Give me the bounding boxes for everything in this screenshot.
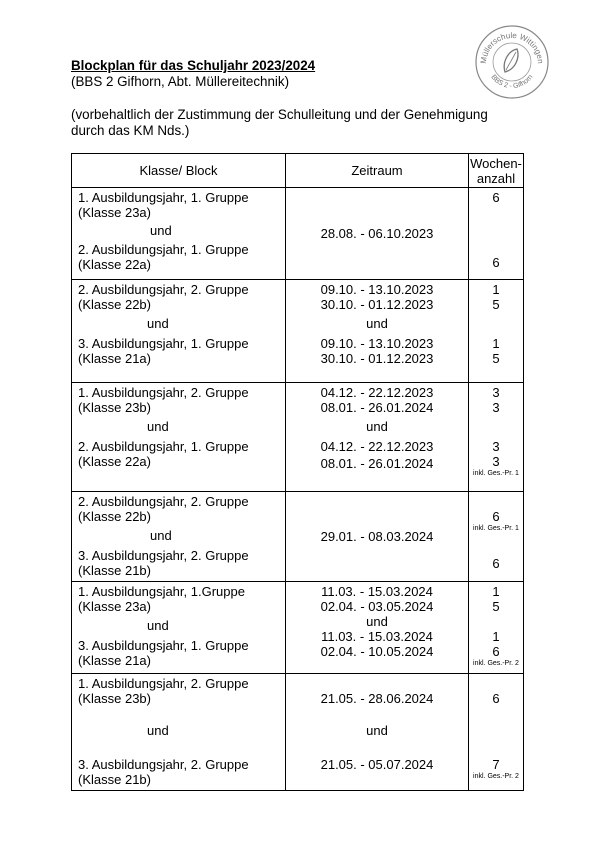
block-classes: 2. Ausbildungsjahr, 2. Gruppe (Klasse 22b) und 3. Ausbildungsjahr, 2. Gruppe (Klasse 21b) [72,492,286,582]
block-period: 29.01. - 08.03.2024 [286,492,469,582]
header-zeitraum: Zeitraum [286,154,469,188]
block-period: 04.12. - 22.12.2023 08.01. - 26.01.2024 und 04.12. - 22.12.2023 08.01. - 26.01.2024 [286,383,469,492]
svg-text:BBS 2 - Gifhorn: BBS 2 - Gifhorn [489,73,535,91]
table-row [72,280,524,383]
note-ges-pr: inkl. Ges.-Pr. 1 [473,525,519,532]
document-subtitle: (BBS 2 Gifhorn, Abt. Müllereitechnik) [71,74,290,89]
block-weeks: 1 5 1 5 [469,280,524,383]
svg-text:Müllerschule Wittingen: Müllerschule Wittingen [478,30,546,65]
block-weeks: 6 inkl. Ges.-Pr. 1 6 [469,492,524,582]
block-period: 28.08. - 06.10.2023 [286,188,469,280]
note-ges-pr: inkl. Ges.-Pr. 2 [473,660,519,667]
document-header [71,58,315,90]
block-weeks: 6 7 inkl. Ges.-Pr. 2 [469,674,524,791]
approval-note: (vorbehaltlich der Zustimmung der Schulleitung und der Genehmigung durch das KM Nds.) [71,107,488,138]
table-header-row [72,154,524,188]
block-classes: 1. Ausbildungsjahr, 1.Gruppe (Klasse 23a) und 3. Ausbildungsjahr, 1. Gruppe (Klasse 21a) [72,582,286,674]
table-row [72,188,524,280]
block-period: 11.03. - 15.03.2024 02.04. - 03.05.2024 und 11.03. - 15.03.2024 02.04. - 10.05.2024 [286,582,469,674]
block-classes: 1. Ausbildungsjahr, 2. Gruppe (Klasse 23b) und 2. Ausbildungsjahr, 1. Gruppe (Klasse 22a) [72,383,286,492]
header-wochenanzahl: Wochen- anzahl [470,155,522,186]
table-row [72,383,524,492]
block-plan-table [71,153,524,791]
block-weeks: 3 3 3 3 inkl. Ges.-Pr. 1 [469,383,524,492]
block-classes: 1. Ausbildungsjahr, 2. Gruppe (Klasse 23b) und 3. Ausbildungsjahr, 2. Gruppe (Klasse 21b) [72,674,286,791]
block-weeks: 6 6 [469,188,524,280]
table-row [72,674,524,791]
header-klasse: Klasse/ Block [72,154,286,188]
table-row [72,492,524,582]
document-title: Blockplan für das Schuljahr 2023/2024 [71,58,316,73]
block-classes: 1. Ausbildungsjahr, 1. Gruppe (Klasse 23a) und 2. Ausbildungsjahr, 1. Gruppe (Klasse 22a) [72,188,286,280]
school-seal-logo [474,24,550,100]
block-period: 21.05. - 28.06.2024 und 21.05. - 05.07.2024 [286,674,469,791]
note-ges-pr: inkl. Ges.-Pr. 1 [473,470,519,477]
block-period: 09.10. - 13.10.2023 30.10. - 01.12.2023 und 09.10. - 13.10.2023 30.10. - 01.12.2023 [286,280,469,383]
block-weeks: 1 5 1 6 inkl. Ges.-Pr. 2 [469,582,524,674]
block-classes: 2. Ausbildungsjahr, 2. Gruppe (Klasse 22b) und 3. Ausbildungsjahr, 1. Gruppe (Klasse 21a) [72,280,286,383]
table-row [72,582,524,674]
note-ges-pr: inkl. Ges.-Pr. 2 [473,773,519,780]
